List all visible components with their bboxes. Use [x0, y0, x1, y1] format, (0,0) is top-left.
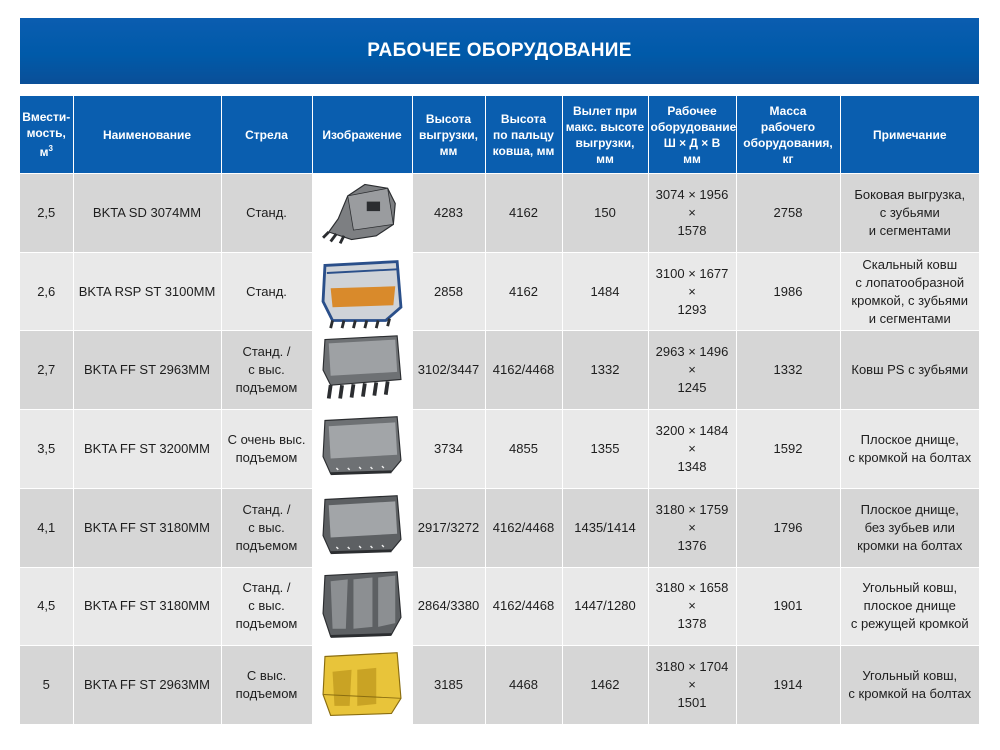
cell-dump-height: 3185: [412, 646, 485, 724]
cell-note: Плоское днище, с кромкой на болтах: [840, 410, 979, 489]
cell-boom: Станд.: [221, 252, 312, 331]
col-dims: Рабочее оборудование Ш × Д × В мм: [648, 96, 736, 174]
cell-pin-height: 4162: [485, 252, 562, 331]
cell-mass: 1914: [736, 646, 840, 724]
cell-dims: 3180 × 1759 × 1376: [648, 488, 736, 567]
table-row: [20, 488, 979, 567]
cell-pin-height: 4162: [485, 174, 562, 253]
cell-capacity: 3,5: [20, 410, 73, 489]
cell-image: [312, 174, 412, 253]
table-row: [20, 410, 979, 489]
cell-reach: 1355: [562, 410, 648, 489]
cell-reach: 150: [562, 174, 648, 253]
cell-mass: 2758: [736, 174, 840, 253]
side-dump-bucket-icon: [317, 175, 407, 251]
col-mass: Масса рабочего оборудования, кг: [736, 96, 840, 174]
ps-bucket-teeth-icon: [317, 332, 407, 408]
cell-dims: 3074 × 1956 × 1578: [648, 174, 736, 253]
cell-boom: Станд. / с выс. подъемом: [221, 331, 312, 410]
cell-capacity: 2,5: [20, 174, 73, 253]
cell-pin-height: 4162/4468: [485, 567, 562, 646]
cell-image: [312, 488, 412, 567]
cell-dump-height: 2917/3272: [412, 488, 485, 567]
cell-note: Плоское днище, без зубьев или кромки на болтах: [840, 488, 979, 567]
col-pin-height: Высота по пальцу ковша, мм: [485, 96, 562, 174]
table-row: [20, 331, 979, 410]
cell-dims: 2963 × 1496 × 1245: [648, 331, 736, 410]
table-row: [20, 646, 979, 724]
cell-pin-height: 4162/4468: [485, 331, 562, 410]
cell-name: BKTA FF ST 2963MM: [73, 646, 221, 724]
rock-bucket-icon: [317, 254, 407, 330]
cell-image: [312, 331, 412, 410]
cell-pin-height: 4855: [485, 410, 562, 489]
cell-dump-height: 3102/3447: [412, 331, 485, 410]
cell-reach: 1484: [562, 252, 648, 331]
cell-boom: С очень выс. подъемом: [221, 410, 312, 489]
cell-dims: 3180 × 1658 × 1378: [648, 567, 736, 646]
cell-mass: 1986: [736, 252, 840, 331]
cell-image: [312, 410, 412, 489]
cell-dims: 3180 × 1704 × 1501: [648, 646, 736, 724]
cell-boom: Станд. / с выс. подъемом: [221, 488, 312, 567]
cell-reach: 1332: [562, 331, 648, 410]
col-image: Изображение: [312, 96, 412, 174]
col-boom: Стрела: [221, 96, 312, 174]
flat-floor-bucket-icon: [317, 490, 407, 566]
cell-note: Боковая выгрузка, с зубьями и сегментами: [840, 174, 979, 253]
cell-name: BKTA SD 3074MM: [73, 174, 221, 253]
cell-mass: 1796: [736, 488, 840, 567]
cell-dump-height: 3734: [412, 410, 485, 489]
equipment-table: [20, 96, 979, 724]
cell-image: [312, 252, 412, 331]
cell-dims: 3200 × 1484 × 1348: [648, 410, 736, 489]
col-dump-height: Высота выгрузки, мм: [412, 96, 485, 174]
page-title: РАБОЧЕЕ ОБОРУДОВАНИЕ: [367, 40, 632, 61]
cell-image: [312, 567, 412, 646]
col-note: Примечание: [840, 96, 979, 174]
header-row: [20, 96, 979, 174]
cell-dump-height: 4283: [412, 174, 485, 253]
col-name: Наименование: [73, 96, 221, 174]
cell-capacity: 2,6: [20, 252, 73, 331]
flat-floor-bucket-icon: [317, 411, 407, 487]
cell-reach: 1462: [562, 646, 648, 724]
table-row: [20, 252, 979, 331]
cell-note: Угольный ковш, с кромкой на болтах: [840, 646, 979, 724]
cell-capacity: 5: [20, 646, 73, 724]
cell-note: Угольный ковш, плоское днище с режущей кромкой: [840, 567, 979, 646]
cell-note: Ковш PS с зубьями: [840, 331, 979, 410]
cell-boom: Станд.: [221, 174, 312, 253]
cell-name: BKTA FF ST 2963MM: [73, 331, 221, 410]
cell-reach: 1447/1280: [562, 567, 648, 646]
cell-name: BKTA FF ST 3200MM: [73, 410, 221, 489]
cell-boom: Станд. / с выс. подъемом: [221, 567, 312, 646]
cell-capacity: 4,5: [20, 567, 73, 646]
cell-name: BKTA FF ST 3180MM: [73, 567, 221, 646]
cell-capacity: 2,7: [20, 331, 73, 410]
cell-reach: 1435/1414: [562, 488, 648, 567]
col-reach: Вылет при макс. высоте выгрузки, мм: [562, 96, 648, 174]
col-capacity: Вмести- мость, $м^3$: [20, 96, 73, 174]
cell-capacity: 4,1: [20, 488, 73, 567]
cell-boom: С выс. подъемом: [221, 646, 312, 724]
cell-image: [312, 646, 412, 724]
cell-dump-height: 2864/3380: [412, 567, 485, 646]
cell-mass: 1592: [736, 410, 840, 489]
cell-pin-height: 4468: [485, 646, 562, 724]
angled-bucket-icon: [317, 568, 407, 644]
cell-mass: 1901: [736, 567, 840, 646]
cell-note: Скальный ковш с лопатообразной кромкой, с зубьями и сегментами: [840, 252, 979, 331]
cell-pin-height: 4162/4468: [485, 488, 562, 567]
cell-dims: 3100 × 1677 × 1293: [648, 252, 736, 331]
cell-name: BKTA RSP ST 3100MM: [73, 252, 221, 331]
title-banner: [20, 18, 979, 84]
cell-name: BKTA FF ST 3180MM: [73, 488, 221, 567]
cell-mass: 1332: [736, 331, 840, 410]
table-row: [20, 567, 979, 646]
cell-dump-height: 2858: [412, 252, 485, 331]
table-row: [20, 174, 979, 253]
coal-bucket-icon: [317, 647, 407, 723]
